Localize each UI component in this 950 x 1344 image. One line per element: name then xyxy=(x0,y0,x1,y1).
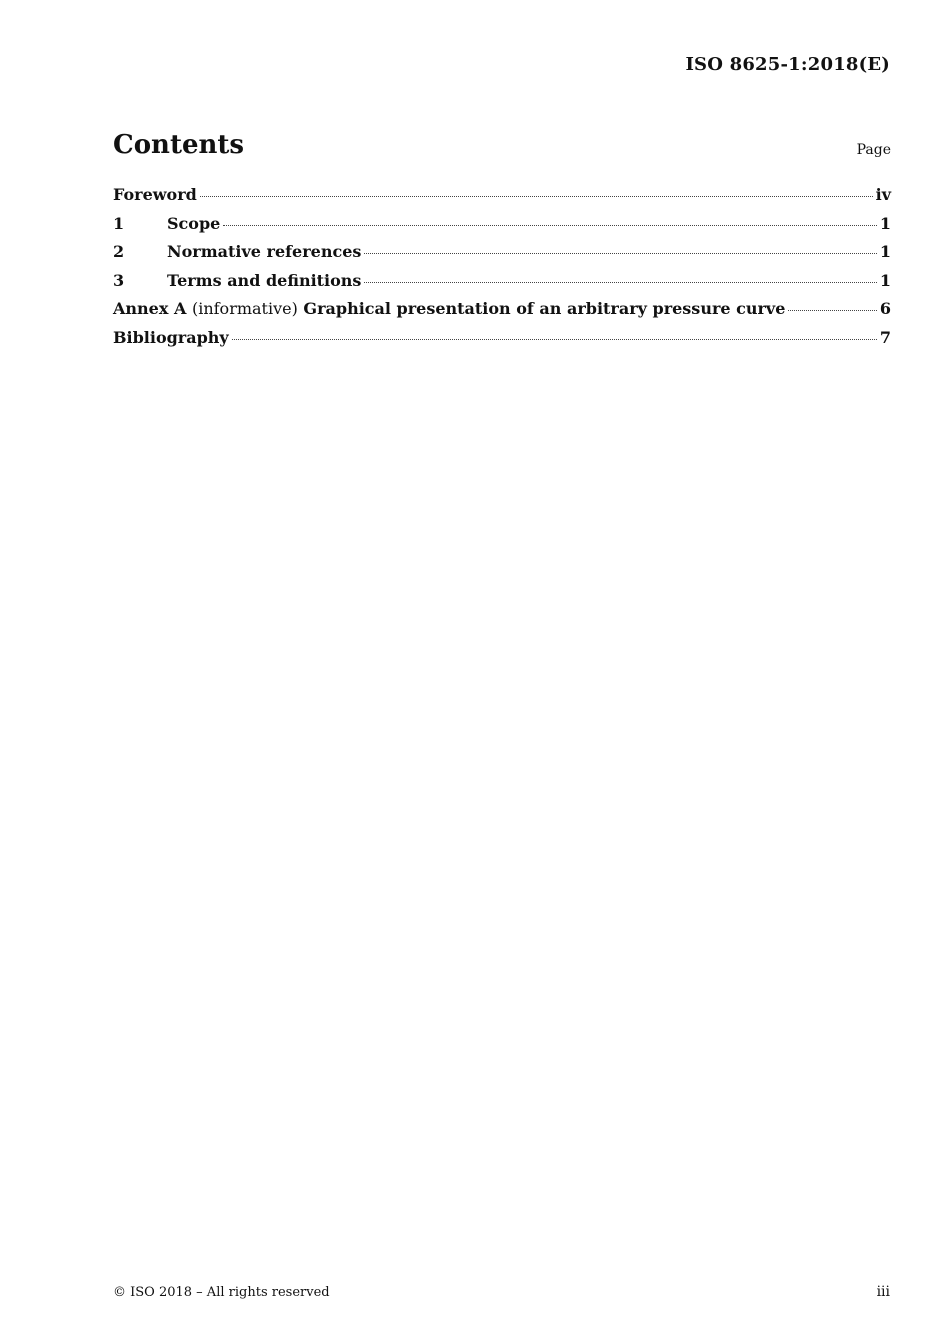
toc-entry-annex-a[interactable] xyxy=(113,299,891,328)
toc-entry-scope[interactable] xyxy=(113,214,891,243)
contents-title: Contents xyxy=(113,130,245,160)
toc-entry-page: iv xyxy=(875,185,891,204)
toc-entry-page: 1 xyxy=(879,270,891,290)
toc-leader-dots xyxy=(788,310,876,311)
annex-prefix: Annex A xyxy=(113,299,187,318)
toc-entry-number: 3 xyxy=(113,270,125,290)
toc-entry-page: 1 xyxy=(879,242,891,261)
page-column-label: Page xyxy=(856,142,891,158)
footer-copyright: © ISO 2018 – All rights reserved xyxy=(113,1285,330,1300)
toc-entry-foreword[interactable] xyxy=(113,185,891,214)
contents-header xyxy=(113,130,891,170)
toc-entry-terms-and-definitions[interactable] xyxy=(113,271,891,300)
toc-entry-title: Bibliography xyxy=(113,327,229,347)
annex-qualifier: (informative) xyxy=(191,299,298,318)
toc-entry-title xyxy=(113,299,785,318)
toc-entry-title: Normative references xyxy=(167,242,362,261)
toc-leader-dots xyxy=(232,339,877,340)
toc-leader-dots xyxy=(364,282,876,283)
toc-entry-number: 1 xyxy=(113,213,125,233)
toc-entry-title: Foreword xyxy=(113,185,197,204)
toc-leader-dots xyxy=(223,225,877,226)
document-identifier: ISO 8625-1:2018(E) xyxy=(685,54,890,75)
toc-leader-dots xyxy=(364,253,876,254)
toc-entry-page: 6 xyxy=(879,299,891,318)
annex-title: Graphical presentation of an arbitrary pressure curve xyxy=(303,299,786,318)
toc-entry-number: 2 xyxy=(113,242,125,261)
toc-entry-title: Terms and definitions xyxy=(167,270,362,290)
toc-entry-page: 1 xyxy=(879,213,891,233)
toc-leader-dots xyxy=(200,196,873,197)
toc-entry-bibliography[interactable] xyxy=(113,328,891,357)
toc-entry-normative-references[interactable] xyxy=(113,242,891,271)
toc-entry-title: Scope xyxy=(167,213,221,233)
table-of-contents xyxy=(113,185,891,356)
footer-page-number: iii xyxy=(876,1284,890,1300)
toc-entry-page: 7 xyxy=(879,327,891,347)
